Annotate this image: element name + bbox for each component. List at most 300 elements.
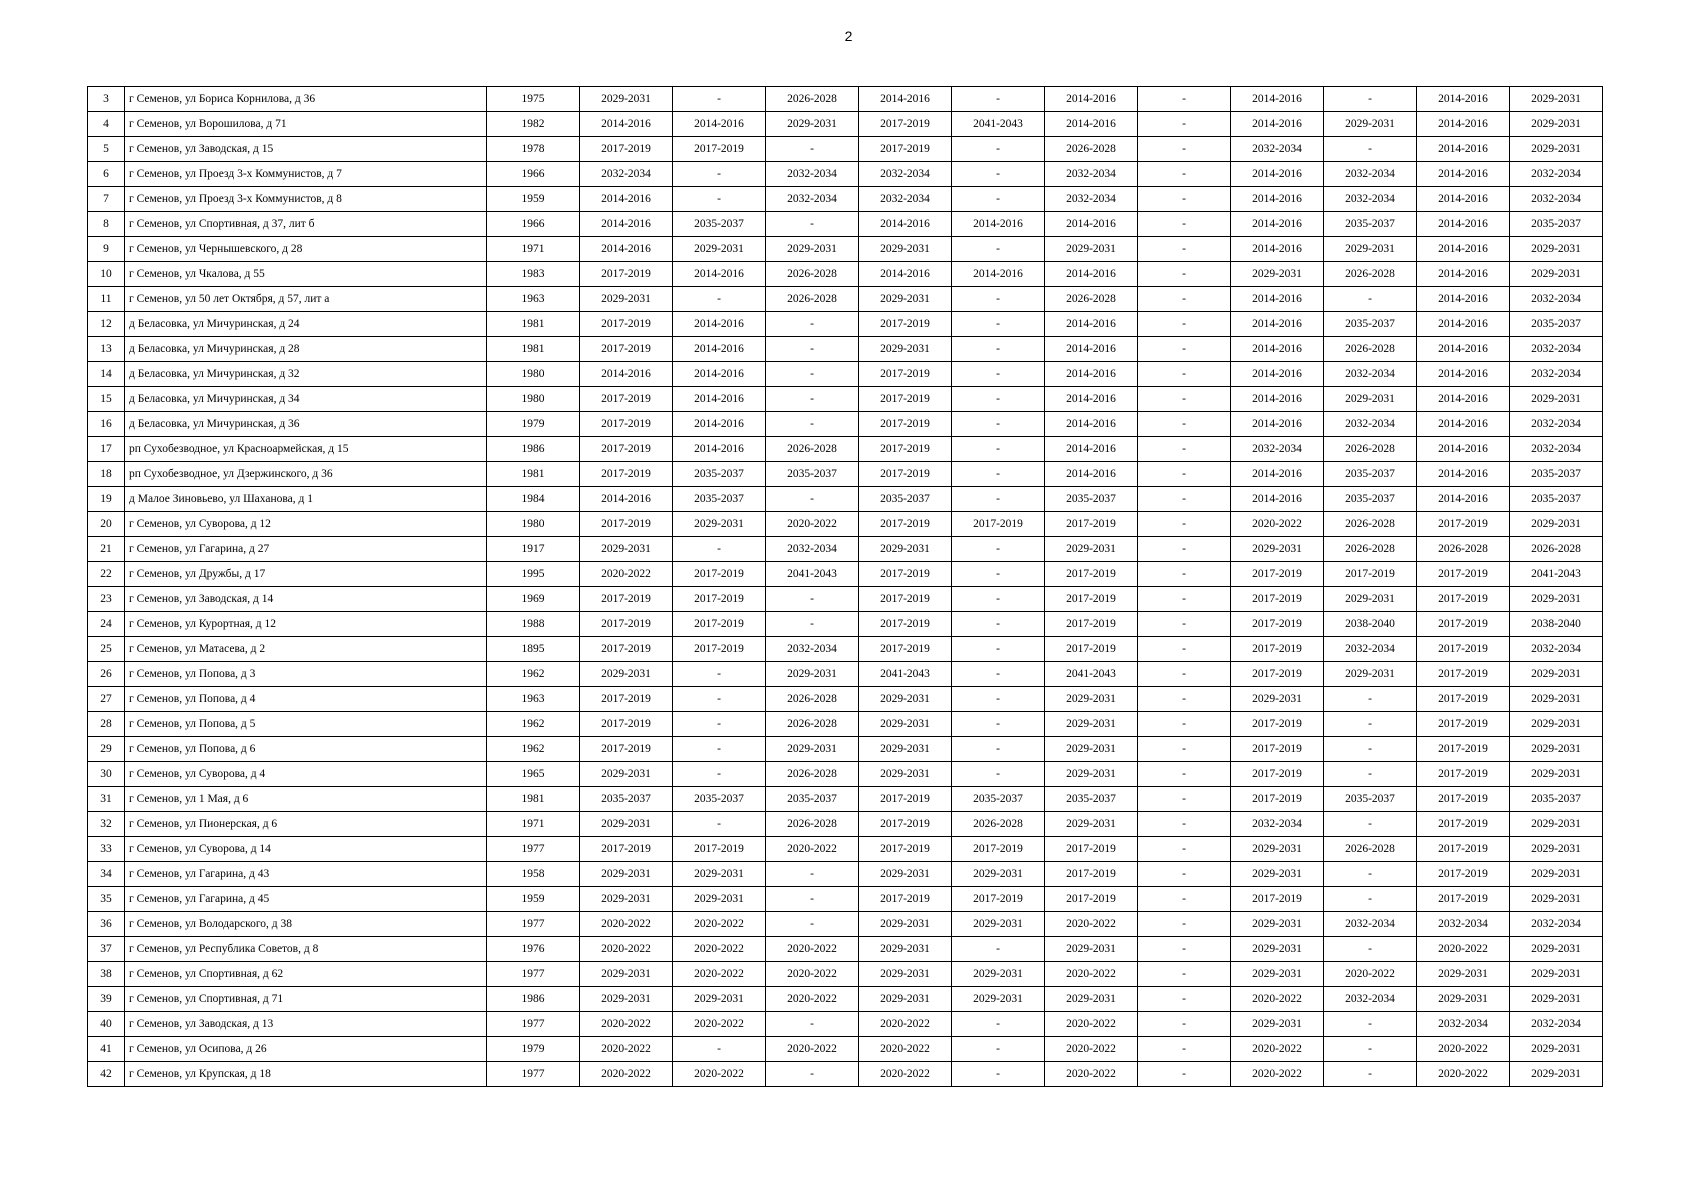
period-cell: 2014-2016: [1045, 362, 1138, 387]
period-cell: 2017-2019: [1417, 837, 1510, 862]
address-cell: г Семенов, ул Гагарина, д 27: [125, 537, 487, 562]
address-cell: г Семенов, ул Проезд 3-х Коммунистов, д 8: [125, 187, 487, 212]
table-row: [88, 512, 1603, 537]
period-cell: 2035-2037: [1324, 787, 1417, 812]
period-cell: 2032-2034: [1324, 912, 1417, 937]
table-row: [88, 437, 1603, 462]
period-cell: 2014-2016: [1231, 187, 1324, 212]
period-cell: 2017-2019: [859, 462, 952, 487]
row-number-cell: 25: [88, 637, 125, 662]
period-cell: 2029-2031: [1510, 812, 1603, 837]
year-cell: 1969: [487, 587, 580, 612]
row-number-cell: 12: [88, 312, 125, 337]
period-cell: 2014-2016: [1045, 312, 1138, 337]
period-cell: 2026-2028: [766, 712, 859, 737]
period-cell: 2017-2019: [859, 812, 952, 837]
period-cell: -: [673, 712, 766, 737]
period-cell: 2032-2034: [1510, 437, 1603, 462]
period-cell: 2035-2037: [673, 212, 766, 237]
table-row: [88, 637, 1603, 662]
address-cell: д Беласовка, ул Мичуринская, д 24: [125, 312, 487, 337]
row-number-cell: 29: [88, 737, 125, 762]
period-cell: -: [952, 487, 1045, 512]
period-cell: 2014-2016: [1231, 387, 1324, 412]
year-cell: 1979: [487, 412, 580, 437]
period-cell: 2017-2019: [1045, 637, 1138, 662]
period-cell: -: [673, 87, 766, 112]
period-cell: 2017-2019: [1417, 737, 1510, 762]
period-cell: 2017-2019: [580, 712, 673, 737]
period-cell: 2035-2037: [1045, 787, 1138, 812]
year-cell: 1984: [487, 487, 580, 512]
address-cell: д Беласовка, ул Мичуринская, д 34: [125, 387, 487, 412]
address-cell: рп Сухобезводное, ул Дзержинского, д 36: [125, 462, 487, 487]
period-cell: 2014-2016: [580, 237, 673, 262]
period-cell: 2026-2028: [1510, 537, 1603, 562]
period-cell: 2017-2019: [1231, 737, 1324, 762]
year-cell: 1962: [487, 662, 580, 687]
year-cell: 1971: [487, 812, 580, 837]
period-cell: 2029-2031: [580, 87, 673, 112]
period-cell: 2020-2022: [859, 1037, 952, 1062]
row-number-cell: 34: [88, 862, 125, 887]
period-cell: 2029-2031: [1045, 712, 1138, 737]
year-cell: 1980: [487, 362, 580, 387]
address-cell: г Семенов, ул Спортивная, д 71: [125, 987, 487, 1012]
period-cell: 2029-2031: [673, 862, 766, 887]
table-row: [88, 387, 1603, 412]
address-cell: г Семенов, ул Матасева, д 2: [125, 637, 487, 662]
address-cell: г Семенов, ул Попова, д 6: [125, 737, 487, 762]
period-cell: 2035-2037: [1510, 312, 1603, 337]
period-cell: 2029-2031: [766, 662, 859, 687]
period-cell: 2029-2031: [1417, 962, 1510, 987]
row-number-cell: 36: [88, 912, 125, 937]
period-cell: 2029-2031: [1045, 737, 1138, 762]
period-cell: 2014-2016: [1045, 262, 1138, 287]
period-cell: -: [673, 162, 766, 187]
period-cell: 2017-2019: [1417, 637, 1510, 662]
period-cell: 2035-2037: [1510, 212, 1603, 237]
period-cell: -: [1138, 912, 1231, 937]
period-cell: -: [952, 712, 1045, 737]
period-cell: 2017-2019: [1417, 762, 1510, 787]
address-cell: д Беласовка, ул Мичуринская, д 32: [125, 362, 487, 387]
period-cell: -: [952, 537, 1045, 562]
period-cell: 2017-2019: [580, 137, 673, 162]
table-row: [88, 537, 1603, 562]
table-row: [88, 1037, 1603, 1062]
period-cell: 2014-2016: [1231, 237, 1324, 262]
period-cell: -: [673, 687, 766, 712]
period-cell: 2014-2016: [1417, 312, 1510, 337]
period-cell: -: [766, 887, 859, 912]
period-cell: -: [673, 662, 766, 687]
address-cell: г Семенов, ул Гагарина, д 45: [125, 887, 487, 912]
period-cell: 2017-2019: [1045, 612, 1138, 637]
row-number-cell: 38: [88, 962, 125, 987]
period-cell: 2026-2028: [1324, 262, 1417, 287]
period-cell: 2029-2031: [1324, 112, 1417, 137]
period-cell: 2032-2034: [1324, 987, 1417, 1012]
period-cell: 2017-2019: [859, 887, 952, 912]
period-cell: -: [952, 662, 1045, 687]
period-cell: -: [952, 1012, 1045, 1037]
period-cell: 2029-2031: [1510, 387, 1603, 412]
period-cell: 2017-2019: [673, 637, 766, 662]
period-cell: -: [1138, 762, 1231, 787]
period-cell: -: [766, 1012, 859, 1037]
period-cell: -: [766, 612, 859, 637]
row-number-cell: 24: [88, 612, 125, 637]
period-cell: 2017-2019: [1417, 862, 1510, 887]
period-cell: 2029-2031: [1510, 887, 1603, 912]
period-cell: 2026-2028: [766, 762, 859, 787]
period-cell: -: [1138, 512, 1231, 537]
period-cell: -: [1324, 1037, 1417, 1062]
period-cell: 2032-2034: [766, 637, 859, 662]
period-cell: 2017-2019: [859, 412, 952, 437]
period-cell: -: [1138, 737, 1231, 762]
period-cell: 2032-2034: [1045, 162, 1138, 187]
address-cell: г Семенов, ул Заводская, д 15: [125, 137, 487, 162]
period-cell: 2035-2037: [1324, 212, 1417, 237]
period-cell: -: [1324, 712, 1417, 737]
period-cell: -: [1138, 162, 1231, 187]
row-number-cell: 30: [88, 762, 125, 787]
table-row: [88, 887, 1603, 912]
period-cell: 2017-2019: [1231, 762, 1324, 787]
year-cell: 1895: [487, 637, 580, 662]
table-body: [88, 87, 1603, 1087]
period-cell: 2014-2016: [1231, 287, 1324, 312]
period-cell: -: [952, 312, 1045, 337]
period-cell: -: [1138, 812, 1231, 837]
period-cell: 2017-2019: [1417, 712, 1510, 737]
year-cell: 1966: [487, 212, 580, 237]
row-number-cell: 16: [88, 412, 125, 437]
period-cell: 2029-2031: [952, 987, 1045, 1012]
period-cell: 2029-2031: [1045, 987, 1138, 1012]
period-cell: 2020-2022: [766, 962, 859, 987]
year-cell: 1959: [487, 887, 580, 912]
period-cell: -: [1138, 987, 1231, 1012]
year-cell: 1977: [487, 837, 580, 862]
table-row: [88, 987, 1603, 1012]
period-cell: 2029-2031: [859, 962, 952, 987]
period-cell: 2029-2031: [580, 762, 673, 787]
period-cell: 2029-2031: [859, 937, 952, 962]
period-cell: 2032-2034: [1231, 437, 1324, 462]
period-cell: 2035-2037: [673, 487, 766, 512]
period-cell: -: [1138, 337, 1231, 362]
period-cell: 2029-2031: [580, 887, 673, 912]
period-cell: 2014-2016: [1231, 362, 1324, 387]
year-cell: 1965: [487, 762, 580, 787]
period-cell: 2035-2037: [766, 462, 859, 487]
row-number-cell: 9: [88, 237, 125, 262]
period-cell: 2020-2022: [1045, 1037, 1138, 1062]
period-cell: -: [952, 1037, 1045, 1062]
period-cell: 2029-2031: [673, 987, 766, 1012]
period-cell: 2029-2031: [673, 887, 766, 912]
period-cell: 2020-2022: [1417, 1062, 1510, 1087]
period-cell: 2029-2031: [1045, 237, 1138, 262]
period-cell: 2029-2031: [1510, 737, 1603, 762]
period-cell: 2032-2034: [1510, 187, 1603, 212]
year-cell: 1983: [487, 262, 580, 287]
row-number-cell: 28: [88, 712, 125, 737]
period-cell: -: [673, 812, 766, 837]
address-cell: д Беласовка, ул Мичуринская, д 28: [125, 337, 487, 362]
period-cell: 2017-2019: [952, 512, 1045, 537]
period-cell: 2035-2037: [1045, 487, 1138, 512]
period-cell: -: [1138, 962, 1231, 987]
table-row: [88, 312, 1603, 337]
table-row: [88, 712, 1603, 737]
period-cell: 2014-2016: [1417, 412, 1510, 437]
period-cell: 2026-2028: [766, 262, 859, 287]
period-cell: 2029-2031: [766, 737, 859, 762]
period-cell: 2017-2019: [859, 787, 952, 812]
period-cell: 2017-2019: [580, 437, 673, 462]
period-cell: 2014-2016: [1417, 362, 1510, 387]
address-cell: рп Сухобезводное, ул Красноармейская, д 15: [125, 437, 487, 462]
row-number-cell: 22: [88, 562, 125, 587]
period-cell: 2029-2031: [1045, 812, 1138, 837]
period-cell: 2017-2019: [1417, 587, 1510, 612]
period-cell: 2029-2031: [580, 537, 673, 562]
period-cell: -: [1138, 262, 1231, 287]
period-cell: 2017-2019: [580, 412, 673, 437]
period-cell: 2029-2031: [1510, 112, 1603, 137]
period-cell: 2029-2031: [1510, 662, 1603, 687]
period-cell: 2017-2019: [1045, 862, 1138, 887]
period-cell: -: [1138, 212, 1231, 237]
row-number-cell: 5: [88, 137, 125, 162]
period-cell: 2032-2034: [1510, 162, 1603, 187]
period-cell: 2041-2043: [1510, 562, 1603, 587]
table-row: [88, 737, 1603, 762]
period-cell: 2020-2022: [1417, 937, 1510, 962]
period-cell: 2029-2031: [952, 912, 1045, 937]
period-cell: -: [766, 387, 859, 412]
period-cell: 2026-2028: [952, 812, 1045, 837]
period-cell: 2014-2016: [1045, 437, 1138, 462]
period-cell: 2020-2022: [1231, 512, 1324, 537]
period-cell: 2014-2016: [1045, 337, 1138, 362]
period-cell: 2029-2031: [1510, 687, 1603, 712]
period-cell: 2032-2034: [1510, 337, 1603, 362]
period-cell: -: [1138, 362, 1231, 387]
address-cell: г Семенов, ул Ворошилова, д 71: [125, 112, 487, 137]
period-cell: 2017-2019: [1417, 787, 1510, 812]
period-cell: 2014-2016: [1045, 212, 1138, 237]
period-cell: -: [952, 587, 1045, 612]
period-cell: 2020-2022: [1231, 987, 1324, 1012]
table-row: [88, 837, 1603, 862]
period-cell: 2020-2022: [1045, 1062, 1138, 1087]
period-cell: 2014-2016: [859, 87, 952, 112]
period-cell: 2029-2031: [1324, 662, 1417, 687]
period-cell: 2020-2022: [859, 1012, 952, 1037]
period-cell: 2035-2037: [1510, 462, 1603, 487]
period-cell: -: [1324, 887, 1417, 912]
period-cell: -: [766, 362, 859, 387]
period-cell: 2017-2019: [580, 637, 673, 662]
period-cell: 2032-2034: [1510, 362, 1603, 387]
period-cell: 2026-2028: [1045, 287, 1138, 312]
year-cell: 1959: [487, 187, 580, 212]
period-cell: -: [1138, 462, 1231, 487]
period-cell: 2017-2019: [859, 837, 952, 862]
address-cell: г Семенов, ул Осипова, д 26: [125, 1037, 487, 1062]
period-cell: 2017-2019: [859, 512, 952, 537]
row-number-cell: 4: [88, 112, 125, 137]
period-cell: 2029-2031: [1231, 912, 1324, 937]
period-cell: 2029-2031: [1510, 862, 1603, 887]
period-cell: -: [952, 162, 1045, 187]
period-cell: -: [1138, 662, 1231, 687]
year-cell: 1977: [487, 962, 580, 987]
period-cell: 2014-2016: [580, 362, 673, 387]
year-cell: 1976: [487, 937, 580, 962]
address-cell: г Семенов, ул Чкалова, д 55: [125, 262, 487, 287]
period-cell: 2017-2019: [1045, 562, 1138, 587]
period-cell: 2041-2043: [952, 112, 1045, 137]
row-number-cell: 8: [88, 212, 125, 237]
period-cell: 2029-2031: [859, 912, 952, 937]
table-row: [88, 1062, 1603, 1087]
row-number-cell: 20: [88, 512, 125, 537]
period-cell: 2029-2031: [1510, 587, 1603, 612]
year-cell: 1917: [487, 537, 580, 562]
period-cell: 2032-2034: [1231, 137, 1324, 162]
address-cell: д Беласовка, ул Мичуринская, д 36: [125, 412, 487, 437]
period-cell: 2017-2019: [580, 462, 673, 487]
period-cell: 2041-2043: [1045, 662, 1138, 687]
table-row: [88, 812, 1603, 837]
address-cell: г Семенов, ул Спортивная, д 62: [125, 962, 487, 987]
period-cell: 2029-2031: [859, 537, 952, 562]
period-cell: 2026-2028: [1324, 837, 1417, 862]
period-cell: -: [1138, 412, 1231, 437]
row-number-cell: 6: [88, 162, 125, 187]
period-cell: -: [1138, 112, 1231, 137]
address-cell: г Семенов, ул Крупская, д 18: [125, 1062, 487, 1087]
period-cell: 2029-2031: [1231, 687, 1324, 712]
period-cell: 2026-2028: [766, 87, 859, 112]
period-cell: 2017-2019: [859, 562, 952, 587]
period-cell: 2032-2034: [1417, 912, 1510, 937]
period-cell: 2017-2019: [673, 837, 766, 862]
period-cell: 2032-2034: [766, 537, 859, 562]
period-cell: 2014-2016: [1417, 337, 1510, 362]
period-cell: 2017-2019: [1417, 612, 1510, 637]
address-cell: г Семенов, ул Проезд 3-х Коммунистов, д 7: [125, 162, 487, 187]
period-cell: 2029-2031: [1231, 962, 1324, 987]
row-number-cell: 11: [88, 287, 125, 312]
period-cell: 2020-2022: [580, 1012, 673, 1037]
period-cell: -: [952, 137, 1045, 162]
period-cell: 2014-2016: [1045, 87, 1138, 112]
period-cell: 2014-2016: [673, 112, 766, 137]
period-cell: -: [1138, 187, 1231, 212]
address-cell: г Семенов, ул Республика Советов, д 8: [125, 937, 487, 962]
period-cell: 2020-2022: [580, 937, 673, 962]
year-cell: 1986: [487, 437, 580, 462]
address-cell: г Семенов, ул Бориса Корнилова, д 36: [125, 87, 487, 112]
period-cell: 2014-2016: [1417, 162, 1510, 187]
period-cell: 2017-2019: [1045, 512, 1138, 537]
address-cell: г Семенов, ул Попова, д 5: [125, 712, 487, 737]
period-cell: 2032-2034: [1417, 1012, 1510, 1037]
address-cell: г Семенов, ул Суворова, д 14: [125, 837, 487, 862]
period-cell: -: [1138, 862, 1231, 887]
period-cell: 2026-2028: [766, 437, 859, 462]
period-cell: -: [673, 287, 766, 312]
period-cell: 2017-2019: [859, 387, 952, 412]
period-cell: -: [1138, 387, 1231, 412]
row-number-cell: 42: [88, 1062, 125, 1087]
row-number-cell: 13: [88, 337, 125, 362]
period-cell: 2017-2019: [580, 587, 673, 612]
address-cell: г Семенов, ул Пионерская, д 6: [125, 812, 487, 837]
period-cell: -: [1138, 837, 1231, 862]
address-cell: г Семенов, ул Спортивная, д 37, лит б: [125, 212, 487, 237]
row-number-cell: 41: [88, 1037, 125, 1062]
period-cell: 2029-2031: [859, 862, 952, 887]
period-cell: 2026-2028: [1045, 137, 1138, 162]
year-cell: 1977: [487, 1012, 580, 1037]
row-number-cell: 39: [88, 987, 125, 1012]
period-cell: -: [1324, 287, 1417, 312]
period-cell: -: [1324, 87, 1417, 112]
period-cell: 2014-2016: [1231, 337, 1324, 362]
period-cell: 2035-2037: [952, 787, 1045, 812]
address-cell: г Семенов, ул Курортная, д 12: [125, 612, 487, 637]
period-cell: 2029-2031: [1510, 262, 1603, 287]
year-cell: 1962: [487, 737, 580, 762]
period-cell: 2017-2019: [859, 437, 952, 462]
period-cell: 2026-2028: [1324, 337, 1417, 362]
period-cell: 2017-2019: [1231, 587, 1324, 612]
period-cell: 2029-2031: [1417, 987, 1510, 1012]
period-cell: 2029-2031: [580, 287, 673, 312]
period-cell: -: [952, 387, 1045, 412]
period-cell: 2029-2031: [1510, 837, 1603, 862]
period-cell: -: [952, 462, 1045, 487]
period-cell: 2017-2019: [1417, 512, 1510, 537]
period-cell: 2020-2022: [766, 837, 859, 862]
period-cell: 2017-2019: [952, 837, 1045, 862]
address-cell: г Семенов, ул Чернышевского, д 28: [125, 237, 487, 262]
period-cell: 2014-2016: [673, 362, 766, 387]
address-cell: г Семенов, ул 1 Мая, д 6: [125, 787, 487, 812]
period-cell: -: [952, 612, 1045, 637]
period-cell: -: [1138, 287, 1231, 312]
address-cell: г Семенов, ул Володарского, д 38: [125, 912, 487, 937]
period-cell: -: [1138, 562, 1231, 587]
period-cell: 2032-2034: [580, 162, 673, 187]
period-cell: 2032-2034: [1510, 1012, 1603, 1037]
period-cell: -: [766, 137, 859, 162]
period-cell: 2014-2016: [673, 312, 766, 337]
period-cell: 2014-2016: [1417, 212, 1510, 237]
address-cell: г Семенов, ул Заводская, д 14: [125, 587, 487, 612]
address-cell: г Семенов, ул Попова, д 4: [125, 687, 487, 712]
period-cell: 2020-2022: [766, 937, 859, 962]
